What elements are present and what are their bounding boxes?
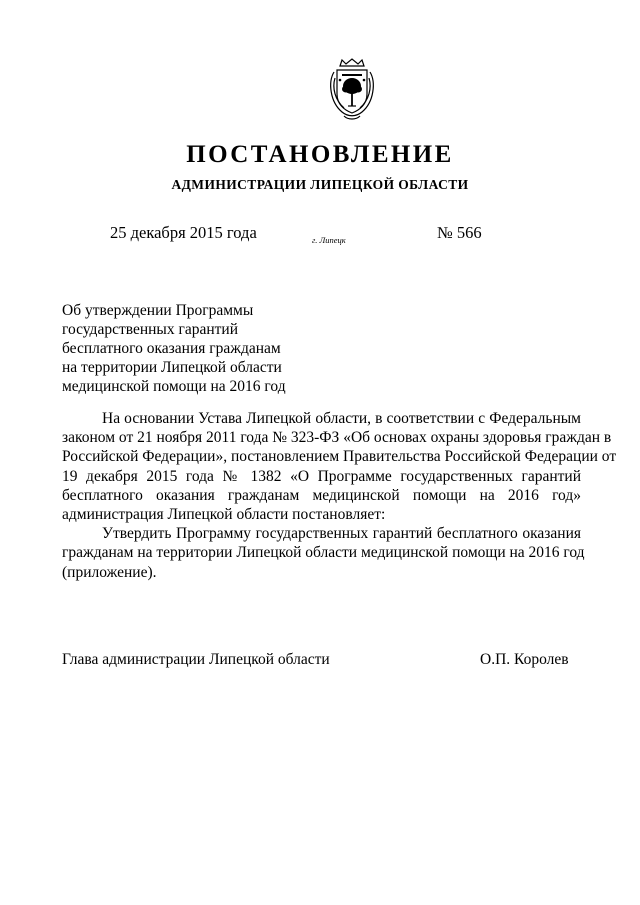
signature-position: Глава администрации Липецкой области	[62, 651, 330, 668]
coat-of-arms-emblem	[326, 58, 378, 122]
document-body	[62, 409, 617, 582]
body-paragraph-2	[62, 524, 585, 582]
subject-line: Об утверждении Программы	[62, 302, 254, 319]
body-line: законом от 21 ноября 2011 года № 323-ФЗ «Об основах охраны здоровья граждан в	[62, 429, 612, 447]
body-line: бесплатного оказания гражданам медицинской помощи на 2016 год»	[62, 486, 581, 504]
subject-line: медицинской помощи на 2016 год	[62, 378, 286, 395]
document-subject	[62, 301, 322, 396]
body-line: (приложение).	[62, 563, 157, 581]
subject-line: бесплатного оказания гражданам	[62, 340, 281, 357]
document-title: ПОСТАНОВЛЕНИЕ	[186, 141, 454, 168]
body-line: администрация Липецкой области постановляет:	[62, 505, 386, 523]
body-line: гражданам на территории Липецкой области медицинской помощи на 2016 год	[62, 544, 585, 562]
body-paragraph-1	[62, 409, 617, 524]
signature-name: О.П. Королев	[480, 651, 569, 668]
body-line: Утвердить Программу государственных гарантий бесплатного оказания	[102, 525, 581, 543]
subject-line: государственных гарантий	[62, 321, 238, 338]
subject-line: на территории Липецкой области	[62, 359, 282, 376]
document-place: г. Липецк	[312, 235, 346, 245]
body-line: На основании Устава Липецкой области, в соответствии с Федеральным	[102, 410, 581, 427]
document-date: 25 декабря 2015 года	[110, 223, 257, 242]
body-line: 19 декабря 2015 года № 1382 «О Программе государственных гарантий	[62, 467, 581, 485]
body-line: Российской Федерации», постановлением Правительства Российской Федерации от	[62, 448, 617, 466]
document-number: № 566	[437, 223, 482, 242]
document-issuer: АДМИНИСТРАЦИИ ЛИПЕЦКОЙ ОБЛАСТИ	[171, 177, 469, 192]
